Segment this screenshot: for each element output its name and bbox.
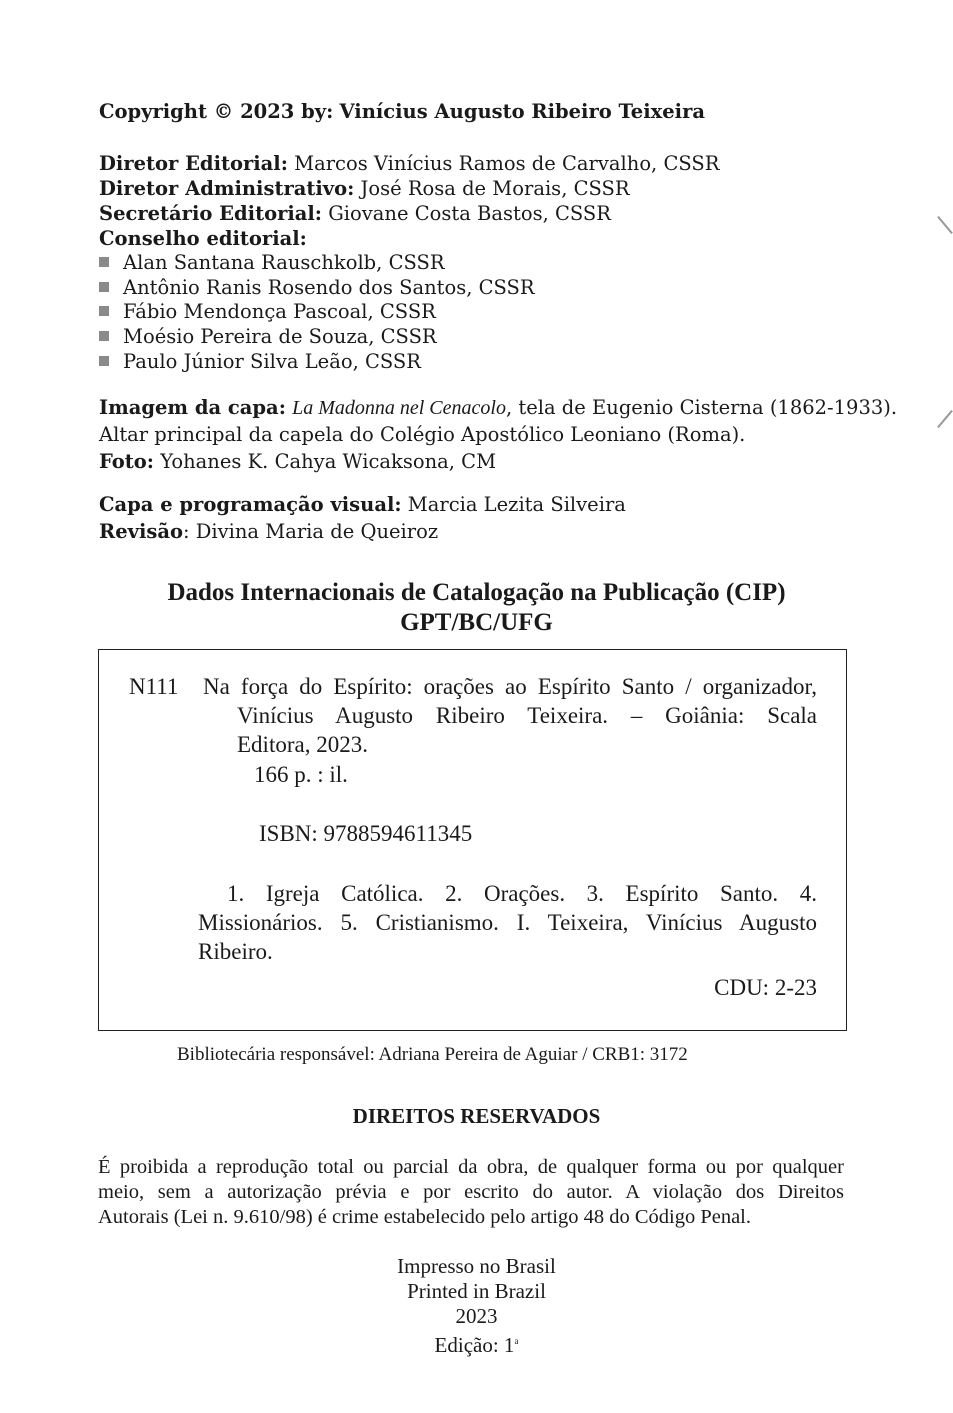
cip-subjects-line [198, 908, 817, 937]
cip-publisher-line: Editora, 2023. [237, 732, 368, 757]
rights-title: DIREITOS RESERVADOS [352, 1104, 601, 1128]
cip-subtitle: GPT/BC/UFG [400, 609, 553, 636]
copyright-holder: Vinícius Augusto Ribeiro Teixeira [339, 100, 705, 123]
imprint-brazil: Impresso no Brasil [397, 1254, 556, 1278]
cip-subjects-line [227, 879, 817, 908]
secretario-editorial-value: Giovane Costa Bastos, CSSR [328, 202, 611, 225]
diretor-editorial-line [99, 151, 719, 176]
diretor-editorial-label: Diretor Editorial: [99, 152, 288, 175]
cip-text: Missionários. 5. Cristianismo. I. Teixeira, Vinícius Augusto [198, 910, 817, 935]
cip-cdu: CDU: 2-23 [714, 975, 817, 1000]
cover-altar-line: Altar principal da capela do Colégio Apostólico Leoniano (Roma). [99, 423, 746, 446]
conselho-name: Antônio Ranis Rosendo dos Santos, CSSR [123, 276, 535, 299]
librarian-line: Bibliotecária responsável: Adriana Pereira de Aguiar / CRB1: 3172 [177, 1044, 688, 1065]
photo-label: Foto: [99, 450, 154, 473]
cover-image-label: Imagem da capa: [99, 396, 286, 419]
conselho-name: Alan Santana Rauschkolb, CSSR [123, 251, 445, 274]
review-label: Revisão [99, 520, 183, 543]
review-line [99, 519, 438, 544]
cip-text: Na força do Espírito: orações ao Espírito Santo / organizador, [203, 674, 817, 699]
edition-number: Edição: 1 [434, 1333, 515, 1357]
design-line [99, 492, 626, 517]
copyright-line [99, 99, 705, 124]
square-bullet-icon [99, 257, 109, 267]
cip-isbn: ISBN: 9788594611345 [259, 821, 473, 846]
imprint-year: 2023 [455, 1304, 498, 1328]
diretor-administrativo-line [99, 176, 630, 201]
design-value: Marcia Lezita Silveira [407, 493, 626, 516]
imprint-edition [0, 1329, 953, 1358]
conselho-label: Conselho editorial: [99, 227, 307, 250]
cip-text: Vinícius Augusto Ribeiro Teixeira. – Goiânia: Scala [237, 703, 817, 728]
rights-text-line: Autorais (Lei n. 9.610/98) é crime estabelecido pelo artigo 48 do Código Penal. [98, 1206, 751, 1228]
square-bullet-icon [99, 282, 109, 292]
photo-credit: Yohanes K. Cahya Wicaksona, CM [160, 450, 497, 473]
conselho-name: Moésio Pereira de Souza, CSSR [123, 325, 437, 348]
conselho-item [99, 250, 445, 275]
conselho-item [99, 349, 421, 374]
rights-text-line [98, 1155, 844, 1180]
conselho-item [99, 324, 437, 349]
diretor-administrativo-value: José Rosa de Morais, CSSR [360, 177, 630, 200]
cover-painting-title: La Madonna nel Cenacolo [292, 397, 506, 419]
square-bullet-icon [99, 306, 109, 316]
cip-text: 1. Igreja Católica. 2. Orações. 3. Espírito Santo. 4. [227, 881, 817, 906]
diretor-editorial-value: Marcos Vinícius Ramos de Carvalho, CSSR [294, 152, 720, 175]
cip-pages: 166 p. : il. [254, 762, 348, 787]
secretario-editorial-label: Secretário Editorial: [99, 202, 323, 225]
cover-painting-info: , tela de Eugenio Cisterna (1862-1933). [505, 396, 898, 419]
conselho-item [99, 275, 535, 300]
rights-text: meio, sem a autorização prévia e por escrito do autor. A violação dos Direitos [98, 1181, 844, 1203]
cip-record-box [98, 649, 847, 1031]
conselho-name: Fábio Mendonça Pascoal, CSSR [123, 300, 436, 323]
conselho-name: Paulo Júnior Silva Leão, CSSR [123, 350, 421, 373]
page-edge-mark [937, 216, 953, 234]
design-label: Capa e programação visual: [99, 493, 402, 516]
page-edge-mark [937, 410, 953, 428]
square-bullet-icon [99, 331, 109, 341]
square-bullet-icon [99, 356, 109, 366]
cip-subjects-line: Ribeiro. [198, 939, 273, 964]
secretario-editorial-line [99, 201, 611, 226]
copyright-label: Copyright © 2023 by: [99, 100, 334, 123]
edition-ordinal: a [514, 1336, 519, 1346]
rights-text: É proibida a reprodução total ou parcial da obra, de qualquer forma ou por qualquer [98, 1156, 844, 1178]
imprint-printed: Printed in Brazil [407, 1279, 546, 1303]
photo-line [99, 449, 496, 474]
review-value: : Divina Maria de Queiroz [182, 520, 439, 543]
cip-code: N111 [129, 674, 179, 699]
diretor-administrativo-label: Diretor Administrativo: [99, 177, 355, 200]
cip-title-line [203, 672, 817, 701]
cip-author-line [237, 701, 817, 730]
cover-image-line [99, 395, 897, 421]
conselho-item [99, 299, 436, 324]
cip-title: Dados Internacionais de Catalogação na Publicação (CIP) [167, 579, 786, 606]
rights-text-line [98, 1180, 844, 1205]
